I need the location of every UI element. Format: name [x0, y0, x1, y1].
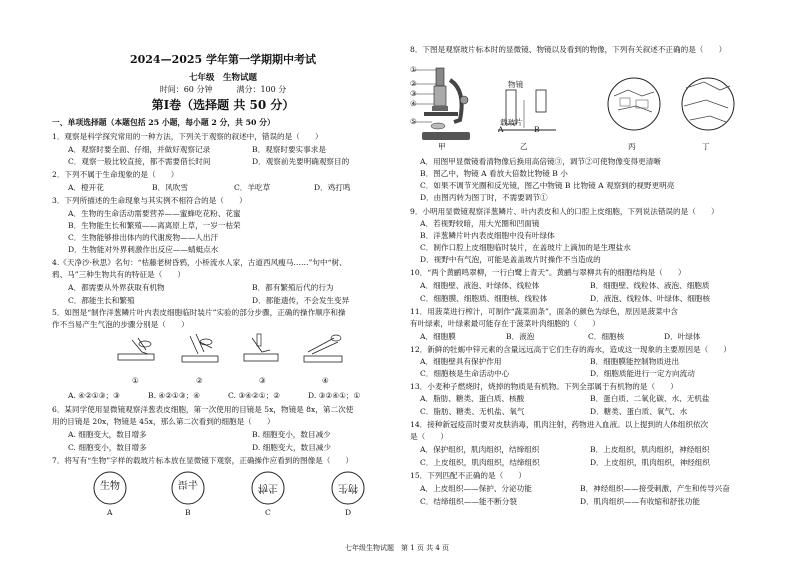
- q13-option-a: A．脂肪、糖类、蛋白质、核酸: [420, 394, 525, 403]
- q14-option-d: D．上皮组织，肌肉组织，神经组织: [590, 458, 710, 467]
- microscope-image-options-figure: [92, 470, 372, 506]
- q2-option-c: C．羊吃草: [234, 183, 271, 192]
- q13-option-b: B．蛋白质、二氧化碳、水、无机盐: [590, 394, 710, 403]
- q12-option-b: B．细胞膜能控制物质进出: [590, 357, 680, 366]
- q9-stem: 9．小明用显微镜观察洋葱鳞片、叶内表皮和人的口腔上皮细胞，下列说法错误的是（ ）: [410, 207, 719, 216]
- q3-option-b: B．生物能生长和繁殖——离离原上草，一岁一枯荣: [68, 221, 241, 230]
- q9-option-b: B．洋葱鳞片叶内表皮细胞中没有叶绿体: [420, 231, 555, 240]
- step-label-1: ①: [132, 376, 139, 385]
- objective-caption: 物镜: [508, 80, 524, 89]
- circle-label-d: D: [345, 508, 352, 517]
- q14-stem-line2: 是（ ）: [410, 432, 448, 441]
- q12-option-c: C．细胞核是生命活动中心: [420, 369, 510, 378]
- q1-stem: 1．观察是科学探究常用的一种方法，下列关于观察的叙述中，错误的是（ ）: [52, 132, 323, 141]
- view-bing-drawing: [608, 78, 660, 130]
- q11-option-d: D．叶绿体: [664, 332, 701, 341]
- view-ding-drawing: [682, 78, 734, 130]
- q11-stem-line1: 11．用菠菜进行榨汁，可制作“蔬菜面条”，面条的颜色为绿色，原因是菠菜中含: [410, 307, 679, 316]
- q2-option-d: D．鸡打鸣: [314, 183, 351, 192]
- q7-stem: 7．将写有“生物”字样的载玻片标本放在显微镜下观察，正确操作应看到的图像是（ ）: [52, 456, 354, 465]
- objective-b-label: B: [534, 125, 540, 134]
- objective-a-label: A: [498, 125, 504, 134]
- q12-option-d: D．细胞质能进行一定方向流动: [590, 369, 695, 378]
- q1-option-d: D．观察前先要明确观察目的: [252, 157, 350, 166]
- q5-option-c: C. ③④②①；②: [228, 391, 280, 400]
- part-label-1: ①: [410, 65, 417, 74]
- q8-option-b: B．图乙中，物镜 A 看放大倍数比物镜 B 小: [420, 169, 568, 178]
- q5-stem-line2: 作不当易产生气泡的步骤分别是（ ）: [52, 320, 189, 329]
- page-footer: 七年级生物试题 第 1 页 共 4 页: [344, 544, 450, 552]
- q1-option-b: B．观察时要实事求是: [252, 145, 326, 154]
- q10-stem: 10．“两个黄鹂鸣翠柳，一行白鹭上青天”。黄鹂与翠柳共有的细胞结构是（ ）: [410, 268, 686, 277]
- q14-option-c: C．上皮组织，肌肉组织，结缔组织: [420, 458, 540, 467]
- step-label-2: ②: [196, 376, 203, 385]
- q11-option-a: A．细胞膜: [420, 332, 456, 341]
- q5-option-a: A. ④②①③；③: [68, 391, 120, 400]
- circle-c-text: 物生: [258, 482, 278, 493]
- q1-option-a: A．观察时要全面、仔细，并做好观察记录: [68, 145, 211, 154]
- microscope-drawing: [414, 68, 470, 140]
- part-heading: 第Ⅰ卷（选择题 共 50 分）: [151, 98, 295, 112]
- part-label-2: ②: [410, 79, 417, 88]
- slide-preparation-steps-figure: [112, 332, 352, 386]
- q11-option-c: C．细胞核: [588, 332, 625, 341]
- q10-option-b: B．细胞壁、线粒体、液泡、细胞质: [590, 281, 710, 290]
- q11-stem-line2: 有叶绿素，叶绿素最可能存在于菠菜叶肉细胞的（ ）: [410, 319, 600, 328]
- q6-option-c: C. 细胞变小，数目增多: [68, 443, 147, 452]
- exam-meta: 时间：60 分钟 满分：100 分: [159, 85, 287, 94]
- circle-b-text: 牛语: [178, 481, 198, 492]
- q3-stem: 3．下列所描述的生命现象与其实例不相符合的是（ ）: [52, 196, 247, 205]
- part-label-3: ③: [410, 89, 417, 98]
- q2-option-a: A．橙开花: [68, 183, 104, 192]
- step-4-illustration: [304, 335, 342, 362]
- figure-label-ding: 丁: [702, 142, 710, 151]
- q10-option-a: A．细胞壁、液泡、叶绿体、线粒体: [420, 281, 540, 290]
- q13-stem: 13．小麦种子燃烧时，烧掉的物质是有机物。下列全部属于有机物的是（ ）: [410, 382, 678, 391]
- q5-option-b: B. ④②①③；④: [148, 391, 201, 400]
- circle-d-text: 物生: [338, 482, 358, 493]
- section-heading: 一、单项选择题（本题包括 25 小题，每小题 2 分，共 50 分）: [52, 118, 275, 127]
- q13-option-c: C．脂肪、糖类、无机盐、氧气: [420, 407, 525, 416]
- q15-option-b: B．神经组织——接受刺激，产生和传导兴奋: [580, 484, 730, 493]
- q3-option-d: D．生物能对外界刺激作出反应——蜻蜓点水: [68, 245, 219, 254]
- grade-subject: 七年级 生物试题: [188, 73, 257, 83]
- exam-title: 2024—2025 学年第一学期期中考试: [129, 53, 317, 66]
- circle-label-b: B: [185, 508, 191, 517]
- q3-option-a: A．生物的生命活动需要营养——蜜蜂吃花粉、花蜜: [68, 209, 241, 218]
- q5-stem-line1: 5．如图是“制作洋葱鳞片叶内表皮细胞临时装片”实验的部分步骤，正确的操作顺序和操: [52, 308, 346, 317]
- q8-option-c: C．如果不调节光圈和反光镜，图乙中物镜 B 比物镜 A 观察到的视野更明亮: [420, 181, 675, 190]
- part-label-4: ④: [410, 99, 417, 108]
- step-2-illustration: [182, 334, 218, 362]
- q6-option-a: A. 细胞变大，数目增多: [68, 430, 147, 439]
- figure-label-yi: 乙: [520, 142, 528, 151]
- q10-option-c: C．细胞膜、细胞质、细胞核、线粒体: [420, 294, 548, 303]
- circle-a-text: 生物: [100, 481, 120, 492]
- q2-stem: 2．下列不属于生命现象的是（ ）: [52, 170, 179, 179]
- q8-stem: 8．下图是观察玻片标本时的显微镜、物镜以及看到的物像，下列有关叙述不正确的是（ ）: [410, 45, 727, 54]
- part-label-5: ⑤: [410, 117, 417, 126]
- q6-stem-line1: 6．某同学使用显微镜观察洋葱表皮细胞，第一次使用的目镜是 5x，物镜是 8x，第二次使: [52, 405, 354, 414]
- q8-option-a: A．用图甲显微镜看清物像后换用高倍镜③，调节②可使物像变得更清晰: [420, 157, 661, 166]
- q4-option-b: B．都有繁殖后代的行为: [252, 283, 334, 292]
- q2-option-b: B．风吹雪: [152, 183, 188, 192]
- q15-option-d: D．肌肉组织——有收缩和舒张功能: [580, 497, 700, 506]
- q11-option-b: B．液泡: [506, 332, 535, 341]
- q10-option-d: D．液泡、线粒体、叶绿体、细胞核: [590, 294, 710, 303]
- q4-option-a: A．都需要从外界获取有机物: [68, 283, 165, 292]
- slide-caption: 载玻片: [500, 118, 523, 127]
- microscope-figure: [414, 60, 744, 156]
- q12-stem: 12．新鲜的牡蛎中锌元素的含量远远高于它们生存的海水，造成这一现象的主要原因是（ ）: [410, 345, 732, 354]
- q4-stem-line1: 4.《天净沙·秋思》名句：“枯藤老树昏鸦，小桥流水人家，古道西风瘦马……”句中“树、: [52, 258, 347, 267]
- q14-option-a: A．保护组织，肌肉组织，结缔组织: [420, 445, 540, 454]
- q6-stem-line2: 用的目镜是 20x，物镜是 45x，那么第二次看到的细胞是（ ）: [52, 417, 275, 426]
- q8-option-d: D．由图丙转为图丁时，不需要调节①: [420, 193, 548, 202]
- step-label-4: ④: [322, 376, 329, 385]
- q9-option-c: C．制作口腔上皮细胞临时装片，在盖玻片上滴加的是生理盐水: [420, 243, 631, 252]
- q15-stem: 15．下列匹配不正确的是（ ）: [410, 471, 526, 480]
- q4-option-c: C．都能生长和繁殖: [68, 296, 135, 305]
- q1-option-c: C．观察一般比较直接，都不需要借长时间: [68, 157, 211, 166]
- q15-option-c: C．结缔组织——能不断分裂: [420, 497, 517, 506]
- step-3-illustration: [244, 334, 278, 361]
- q13-option-d: D．糖类、蛋白质、氧气、水: [590, 407, 688, 416]
- q4-stem-line2: 鸦、马”三种生物共有的特征是（ ）: [52, 270, 185, 279]
- q12-option-a: A．细胞壁具有保护作用: [420, 357, 502, 366]
- q3-option-c: C．生物能够排出体内的代谢废物——人出汗: [68, 233, 219, 242]
- q6-option-d: D. 细胞变大，数目减少: [252, 443, 331, 452]
- q9-option-d: D．视野中有气泡，可能是盖盖玻片时操作不当造成的: [420, 255, 601, 264]
- q14-stem-line1: 14．接种新冠疫苗时要对皮肤消毒，肌肉注射，药物进入血液。以上提到的人体组织依次: [410, 420, 709, 429]
- circle-label-c: C: [265, 508, 271, 517]
- q4-option-d: D．都能遗传，不会发生变异: [252, 296, 350, 305]
- q15-option-a: A．上皮组织——保护、分泌功能: [420, 484, 532, 493]
- q5-option-d: D. ③②④①；①: [308, 391, 361, 400]
- q9-option-a: A．若视野较暗，用大光圈和凹面镜: [420, 219, 540, 228]
- step-label-3: ③: [259, 376, 266, 385]
- figure-label-jia: 甲: [438, 142, 446, 151]
- figure-label-bing: 丙: [628, 142, 636, 151]
- circle-label-a: A: [107, 508, 113, 517]
- step-1-illustration: [118, 338, 154, 360]
- q6-option-b: B. 细胞变小，数目减少: [252, 430, 331, 439]
- q14-option-b: B．上皮组织，肌肉组织，神经组织: [590, 445, 710, 454]
